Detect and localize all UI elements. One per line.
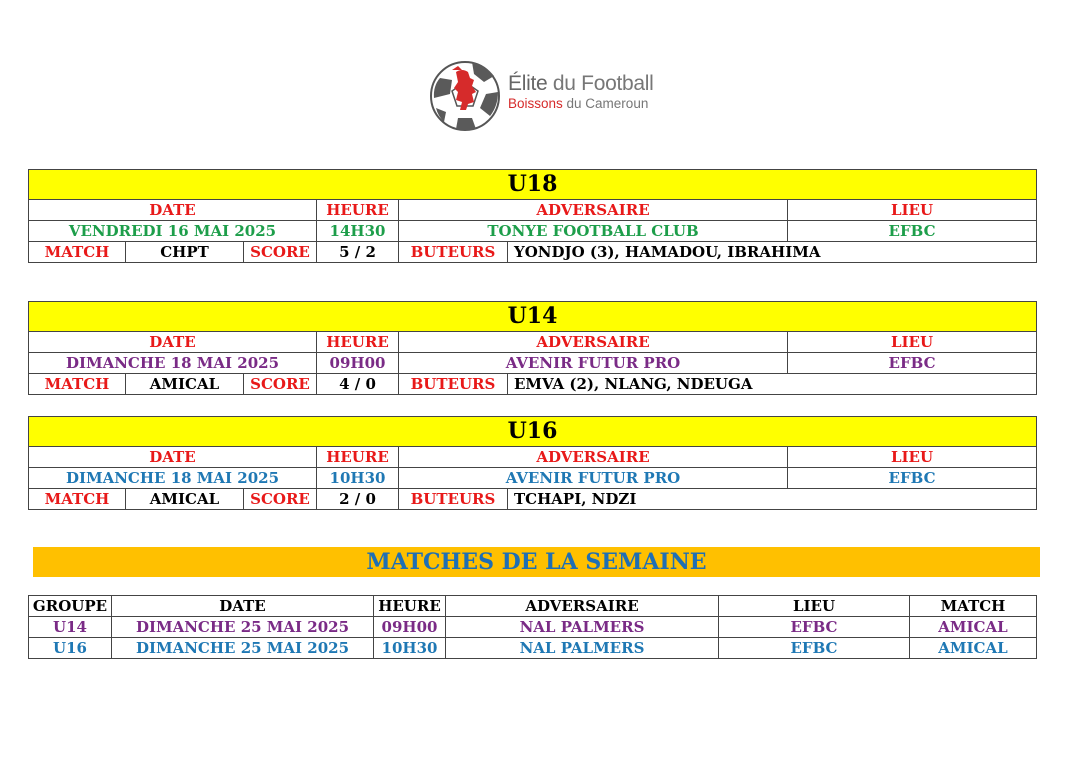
heure-header: HEURE bbox=[374, 596, 446, 617]
opponent: AVENIR FUTUR PRO bbox=[399, 468, 788, 489]
date-header: DATE bbox=[29, 200, 317, 221]
match-time: 14H30 bbox=[317, 221, 399, 242]
match-cell: AMICAL bbox=[910, 638, 1037, 659]
adversaire-header: ADVERSAIRE bbox=[446, 596, 719, 617]
lieu-header: LIEU bbox=[788, 332, 1037, 353]
date-header: DATE bbox=[29, 447, 317, 468]
scorers: EMVA (2), NLANG, NDEUGA bbox=[508, 374, 1037, 395]
lieu-header: LIEU bbox=[719, 596, 910, 617]
buteurs-label: BUTEURS bbox=[399, 489, 508, 510]
adversaire-cell: NAL PALMERS bbox=[446, 617, 719, 638]
category-title: U14 bbox=[29, 302, 1037, 332]
date-cell: DIMANCHE 25 MAI 2025 bbox=[112, 638, 374, 659]
match-header: MATCH bbox=[910, 596, 1037, 617]
buteurs-label: BUTEURS bbox=[399, 242, 508, 263]
heure-cell: 09H00 bbox=[374, 617, 446, 638]
category-title: U16 bbox=[29, 417, 1037, 447]
adversaire-cell: NAL PALMERS bbox=[446, 638, 719, 659]
heure-cell: 10H30 bbox=[374, 638, 446, 659]
result-table-u16 bbox=[28, 416, 1037, 510]
match-date: VENDREDI 16 MAI 2025 bbox=[29, 221, 317, 242]
match-date: DIMANCHE 18 MAI 2025 bbox=[29, 468, 317, 489]
logo-subtitle: Boissons du Cameroun bbox=[508, 96, 649, 111]
adversaire-header: ADVERSAIRE bbox=[399, 332, 788, 353]
week-matches-title: MATCHES DE LA SEMAINE bbox=[33, 547, 1040, 577]
scorers: YONDJO (3), HAMADOU, IBRAHIMA bbox=[508, 242, 1037, 263]
score-value: 4 / 0 bbox=[317, 374, 399, 395]
match-time: 09H00 bbox=[317, 353, 399, 374]
logo-title: Élite du Football bbox=[508, 72, 654, 95]
venue: EFBC bbox=[788, 221, 1037, 242]
date-header: DATE bbox=[29, 332, 317, 353]
opponent: AVENIR FUTUR PRO bbox=[399, 353, 788, 374]
opponent: TONYE FOOTBALL CLUB bbox=[399, 221, 788, 242]
match-cell: AMICAL bbox=[910, 617, 1037, 638]
match-type: AMICAL bbox=[126, 489, 244, 510]
groupe-cell: U14 bbox=[29, 617, 112, 638]
heure-header: HEURE bbox=[317, 332, 399, 353]
scorers: TCHAPI, NDZI bbox=[508, 489, 1037, 510]
heure-header: HEURE bbox=[317, 200, 399, 221]
match-date: DIMANCHE 18 MAI 2025 bbox=[29, 353, 317, 374]
match-type: AMICAL bbox=[126, 374, 244, 395]
match-time: 10H30 bbox=[317, 468, 399, 489]
score-value: 2 / 0 bbox=[317, 489, 399, 510]
match-label: MATCH bbox=[29, 242, 126, 263]
match-type: CHPT bbox=[126, 242, 244, 263]
result-table-u18 bbox=[28, 169, 1037, 263]
adversaire-header: ADVERSAIRE bbox=[399, 447, 788, 468]
score-label: SCORE bbox=[244, 489, 317, 510]
date-header: DATE bbox=[112, 596, 374, 617]
buteurs-label: BUTEURS bbox=[399, 374, 508, 395]
soccer-ball-icon bbox=[428, 58, 504, 132]
week-matches-table bbox=[28, 595, 1037, 659]
lieu-header: LIEU bbox=[788, 200, 1037, 221]
lieu-cell: EFBC bbox=[719, 638, 910, 659]
result-table-u14 bbox=[28, 301, 1037, 395]
lieu-cell: EFBC bbox=[719, 617, 910, 638]
club-logo bbox=[428, 58, 668, 132]
groupe-header: GROUPE bbox=[29, 596, 112, 617]
groupe-cell: U16 bbox=[29, 638, 112, 659]
match-label: MATCH bbox=[29, 489, 126, 510]
venue: EFBC bbox=[788, 468, 1037, 489]
lieu-header: LIEU bbox=[788, 447, 1037, 468]
score-label: SCORE bbox=[244, 242, 317, 263]
adversaire-header: ADVERSAIRE bbox=[399, 200, 788, 221]
venue: EFBC bbox=[788, 353, 1037, 374]
heure-header: HEURE bbox=[317, 447, 399, 468]
date-cell: DIMANCHE 25 MAI 2025 bbox=[112, 617, 374, 638]
score-value: 5 / 2 bbox=[317, 242, 399, 263]
match-label: MATCH bbox=[29, 374, 126, 395]
table-row bbox=[29, 617, 1037, 638]
category-title: U18 bbox=[29, 170, 1037, 200]
score-label: SCORE bbox=[244, 374, 317, 395]
table-row bbox=[29, 638, 1037, 659]
table-header-row bbox=[29, 596, 1037, 617]
